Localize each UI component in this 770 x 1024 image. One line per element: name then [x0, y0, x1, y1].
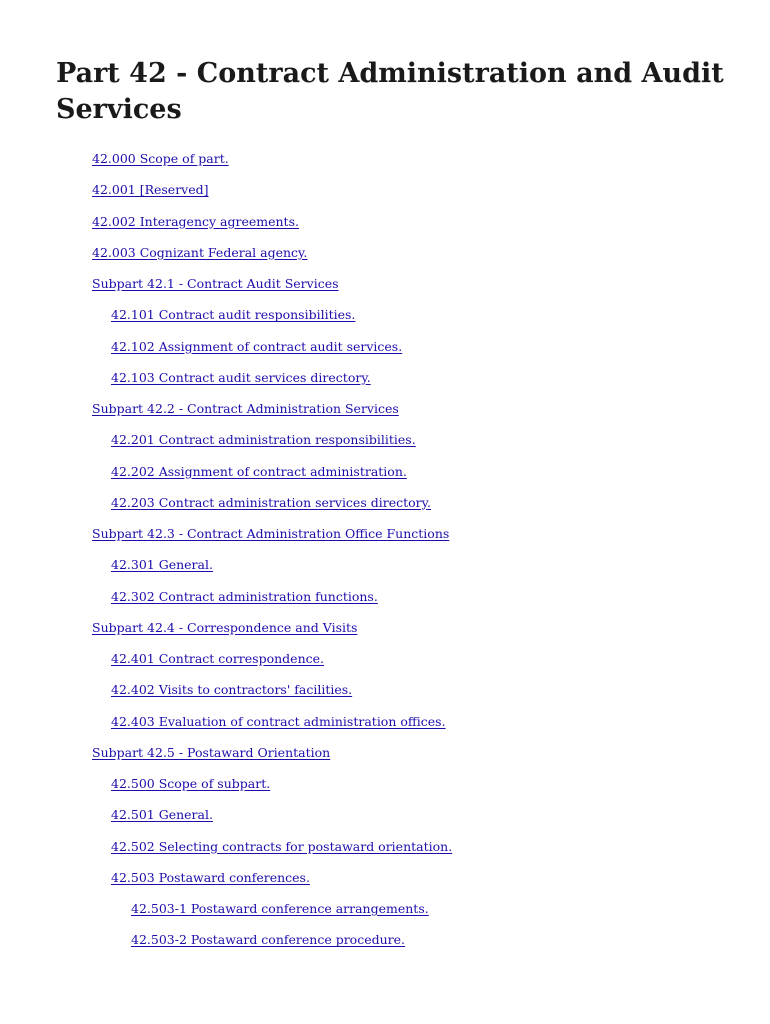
section-link[interactable]: 42.302 Contract administration functions.	[111, 588, 378, 604]
section-link[interactable]: 42.403 Evaluation of contract administration offices.	[111, 713, 446, 729]
toc-item	[0, 242, 770, 273]
toc-item	[0, 867, 770, 898]
section-link[interactable]: 42.501 General.	[111, 807, 213, 823]
toc-item	[0, 398, 770, 429]
section-link[interactable]: 42.202 Assignment of contract administration.	[111, 463, 407, 479]
section-link[interactable]: 42.301 General.	[111, 557, 213, 573]
section-link[interactable]: 42.003 Cognizant Federal agency.	[92, 244, 308, 260]
toc-item	[0, 836, 770, 867]
toc-item	[0, 179, 770, 210]
section-link[interactable]: 42.402 Visits to contractors' facilities.	[111, 682, 353, 698]
toc-item	[0, 461, 770, 492]
toc-item	[0, 554, 770, 585]
subpart-link[interactable]: Subpart 42.3 - Contract Administration Office Functions	[92, 526, 450, 541]
section-link[interactable]: 42.201 Contract administration responsibilities.	[111, 432, 416, 448]
toc-item	[0, 273, 770, 304]
toc-item	[0, 773, 770, 804]
toc-item	[0, 804, 770, 835]
subpart-link[interactable]: Subpart 42.5 - Postaward Orientation	[92, 744, 331, 760]
section-link[interactable]: 42.203 Contract administration services directory.	[111, 494, 431, 510]
section-link[interactable]: 42.101 Contract audit responsibilities.	[111, 307, 356, 323]
subpart-link[interactable]: Subpart 42.4 - Correspondence and Visits	[92, 619, 358, 635]
toc-item	[0, 367, 770, 398]
toc-item	[0, 586, 770, 617]
subpart-link[interactable]: Subpart 42.1 - Contract Audit Services	[92, 276, 339, 291]
toc-item	[0, 492, 770, 523]
subpart-link[interactable]: Subpart 42.2 - Contract Administration Services	[92, 401, 399, 416]
section-link[interactable]: 42.500 Scope of subpart.	[111, 776, 271, 791]
toc-item	[0, 523, 770, 554]
toc-item	[0, 211, 770, 242]
section-link[interactable]: 42.000 Scope of part.	[92, 151, 229, 166]
section-link[interactable]: 42.502 Selecting contracts for postaward orientation.	[111, 838, 453, 854]
toc-item	[0, 648, 770, 679]
table-of-contents	[0, 148, 770, 961]
section-link[interactable]: 42.001 [Reserved]	[92, 182, 209, 198]
section-link[interactable]: 42.401 Contract correspondence.	[111, 651, 324, 666]
toc-item	[0, 711, 770, 742]
section-link[interactable]: 42.102 Assignment of contract audit services.	[111, 338, 403, 354]
toc-item	[0, 929, 770, 960]
section-link[interactable]: 42.503-1 Postaward conference arrangements.	[131, 901, 429, 916]
toc-item	[0, 304, 770, 335]
toc-item	[0, 148, 770, 179]
section-link[interactable]: 42.503-2 Postaward conference procedure.	[131, 932, 406, 948]
section-link[interactable]: 42.503 Postaward conferences.	[111, 869, 310, 885]
page-title: Part 42 - Contract Administration and Audit Services	[56, 58, 724, 125]
section-link[interactable]: 42.103 Contract audit services directory.	[111, 369, 371, 385]
toc-item	[0, 679, 770, 710]
toc-item	[0, 742, 770, 773]
toc-item	[0, 336, 770, 367]
toc-item	[0, 617, 770, 648]
toc-item	[0, 898, 770, 929]
section-link[interactable]: 42.002 Interagency agreements.	[92, 213, 299, 229]
toc-item	[0, 429, 770, 460]
